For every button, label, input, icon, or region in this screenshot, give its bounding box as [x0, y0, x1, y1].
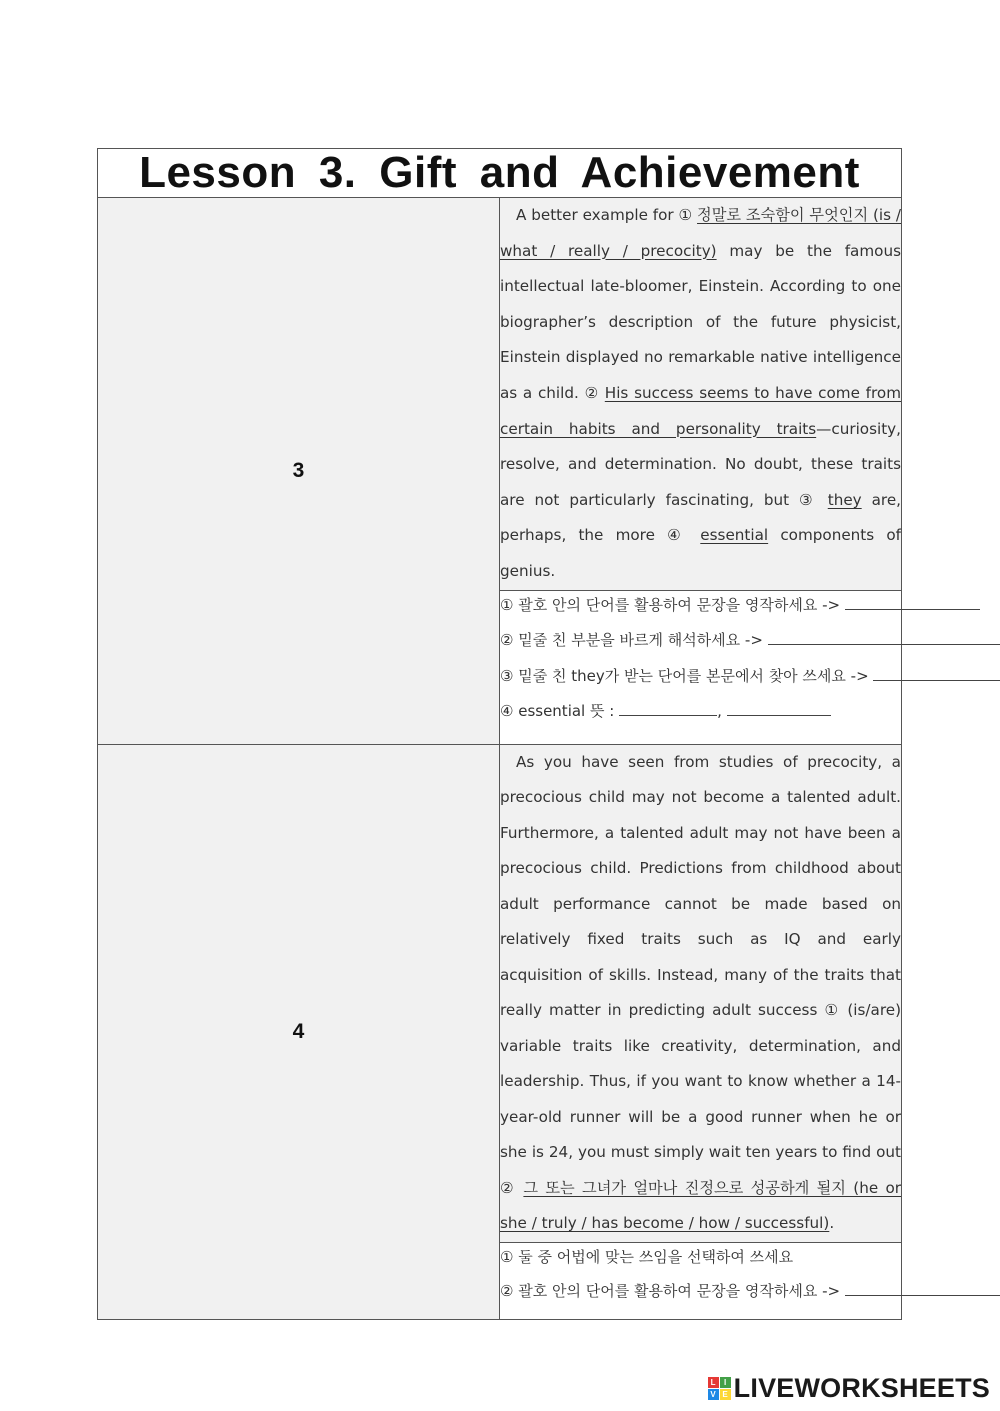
question-item: ① 둘 중 어법에 맞는 쓰임을 선택하여 쓰세요	[500, 1247, 794, 1266]
liveworksheets-logo[interactable]	[708, 1373, 990, 1404]
passage-text: As you have seen from studies of precocity, a precocious child may not become a talented adult. Furthermore, a talented adult may not have been a precocious child. Predictions from childhood about adult performance cannot be made based on relatively fixed traits such as IQ and early acquisition of skills. Instead, many of the traits that really matter in predicting adult success	[500, 752, 901, 1020]
marker-4: ④	[667, 526, 689, 545]
question-item: ② 밑줄 친 부분을 바르게 해석하세요 ->	[500, 626, 901, 662]
underlined-phrase-2: His success seems to have come from certain habits and personality traits	[500, 383, 901, 438]
marker-3: ③	[799, 490, 818, 509]
section-number: 4	[98, 744, 500, 1319]
logo-icon: L I V E	[708, 1377, 731, 1400]
answer-blank[interactable]	[873, 665, 1000, 681]
brand-name: LIVEWORKSHEETS	[733, 1373, 990, 1403]
worksheet-table	[97, 148, 902, 1320]
choice-phrase: (is/are)	[847, 1001, 902, 1020]
question-item: ① 괄호 안의 단어를 활용하여 문장을 영작하세요 ->	[500, 591, 901, 627]
passage-text: —curiosity, resolve, and determination. No doubt, these traits are not particularly fascinating, but	[500, 419, 901, 509]
passage-text: are, perhaps, the more	[500, 490, 902, 545]
page-title: Lesson 3. Gift and Achievement	[139, 148, 860, 197]
passage-text: may be the famous intellectual late-bloomer, Einstein. According to one biographer’s description of the future physicist, Einstein displayed no remarkable native intelligence as a child.	[500, 241, 901, 402]
marker-1: ①	[824, 1001, 841, 1020]
underlined-phrase-3: they	[827, 490, 862, 509]
answer-blank[interactable]	[845, 1280, 1000, 1296]
passage-text: variable traits like creativity, determination, and leadership. Thus, if you want to know whether a 14-year-old runner will be a good runner when he or she is 24, you must simply wait ten years to find out	[500, 1036, 901, 1162]
answer-blank[interactable]	[845, 594, 980, 610]
passage-text: .	[829, 1214, 835, 1233]
question-item: ④ essential 뜻 : ,	[500, 697, 901, 733]
questions-3	[500, 590, 902, 744]
question-item: ③ 밑줄 친 they가 받는 단어를 본문에서 찾아 쓰세요 ->	[500, 662, 901, 698]
answer-blank[interactable]	[727, 700, 831, 716]
question-item: ② 괄호 안의 단어를 활용하여 문장을 영작하세요 ->	[500, 1277, 901, 1311]
marker-2: ②	[500, 1178, 517, 1197]
underlined-phrase-4: essential	[700, 526, 769, 545]
passage-3	[500, 198, 902, 591]
passage-text: components of genius.	[500, 526, 901, 580]
answer-blank[interactable]	[768, 629, 1000, 645]
questions-4	[500, 1242, 902, 1319]
marker-1: ①	[678, 206, 693, 224]
separator: ,	[717, 702, 722, 721]
section-number: 3	[98, 198, 500, 745]
passage-4	[500, 744, 902, 1242]
passage-text: A better example for	[516, 206, 679, 224]
underlined-phrase-2: 그 또는 그녀가 얼마나 진정으로 성공하게 될지 (he or she / truly / has become / how / successful)	[500, 1178, 901, 1233]
title-cell	[98, 149, 902, 198]
underlined-phrase-1: 정말로 조숙함이 무엇인지 (is / what / really / precocity)	[500, 206, 901, 260]
marker-2: ②	[584, 383, 600, 402]
answer-blank[interactable]	[619, 700, 717, 716]
